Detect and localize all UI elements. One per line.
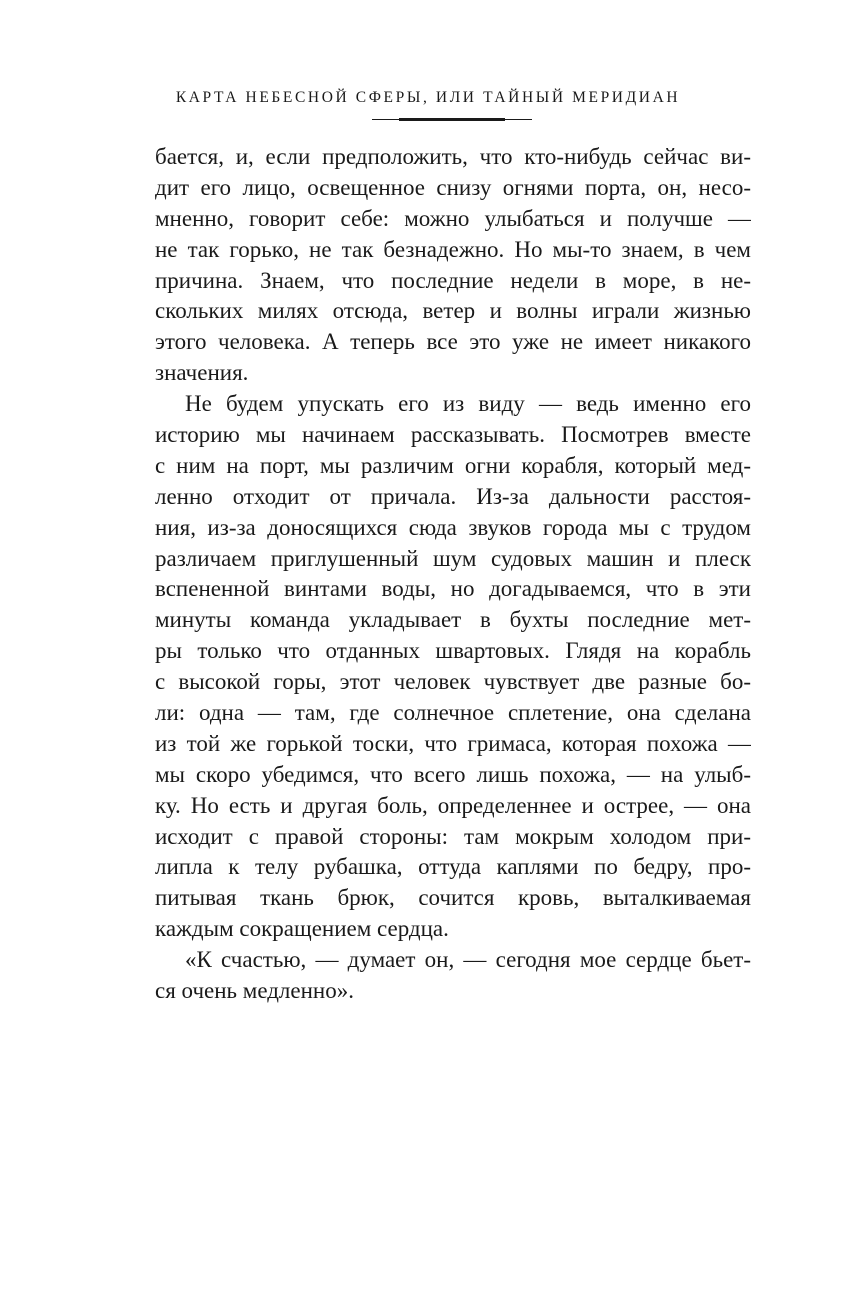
text-line: мы скоро убедимся, что всего лишь похожа, — на улыб- [155, 761, 751, 787]
text-line: скольких милях отсюда, ветер и волны играли жизнью [155, 298, 751, 324]
text-line: каждым сокращением сердца. [155, 916, 449, 942]
running-head-rule-accent [399, 118, 505, 121]
text-line: бается, и, если предположить, что кто-нибудь сейчас ви- [155, 144, 751, 169]
text-line: Не будем упускать его из виду — ведь именно его [185, 391, 751, 417]
text-line: вспененной винтами воды, но догадываемся, что в эти [155, 576, 751, 602]
text-line: липла к телу рубашка, оттуда каплями по бедру, про- [155, 854, 751, 880]
text-line: значения. [155, 360, 249, 386]
text-line: мненно, говорит себе: можно улыбаться и получше — [155, 205, 751, 231]
text-line: различаем приглушенный шум судовых машин и плеск [155, 545, 751, 571]
body-text [155, 142, 751, 1007]
text-line: из той же горькой тоски, что гримаса, которая похожа — [155, 730, 751, 756]
text-line: причина. Знаем, что последние недели в море, в не- [155, 267, 751, 293]
text-line: не так горько, не так безнадежно. Но мы-то знаем, в чем [155, 236, 751, 262]
text-line: ли: одна — там, где солнечное сплетение, она сделана [155, 700, 751, 726]
text-line: исходит с правой стороны: там мокрым холодом при- [155, 823, 751, 849]
text-line: дит его лицо, освещенное снизу огнями порта, он, несо- [155, 174, 751, 200]
text-line: ленно отходит от причала. Из-за дальности расстоя- [155, 483, 751, 509]
text-line: ры только что отданных швартовых. Глядя на корабль [155, 638, 751, 664]
text-line: питывая ткань брюк, сочится кровь, выталкиваемая [155, 885, 751, 911]
text-line: с высокой горы, этот человек чувствует две разные бо- [155, 669, 751, 695]
text-line: этого человека. А теперь все это уже не имеет никакого [155, 329, 751, 355]
text-line: минуты команда укладывает в бухты последние мет- [155, 607, 751, 633]
text-line: ся очень медленно». [155, 978, 354, 1004]
text-line: «К счастью, — думает он, — сегодня мое сердце бьет- [185, 947, 751, 973]
running-head: КАРТА НЕБЕСНОЙ СФЕРЫ, ИЛИ ТАЙНЫЙ МЕРИДИАН [175, 89, 681, 106]
text-line: ку. Но есть и другая боль, определеннее и острее, — она [155, 792, 751, 818]
text-line: ния, из-за доносящихся сюда звуков города мы с трудом [155, 514, 751, 540]
text-line: историю мы начинаем рассказывать. Посмотрев вместе [155, 422, 751, 448]
text-line: с ним на порт, мы различим огни корабля, который мед- [155, 452, 751, 478]
